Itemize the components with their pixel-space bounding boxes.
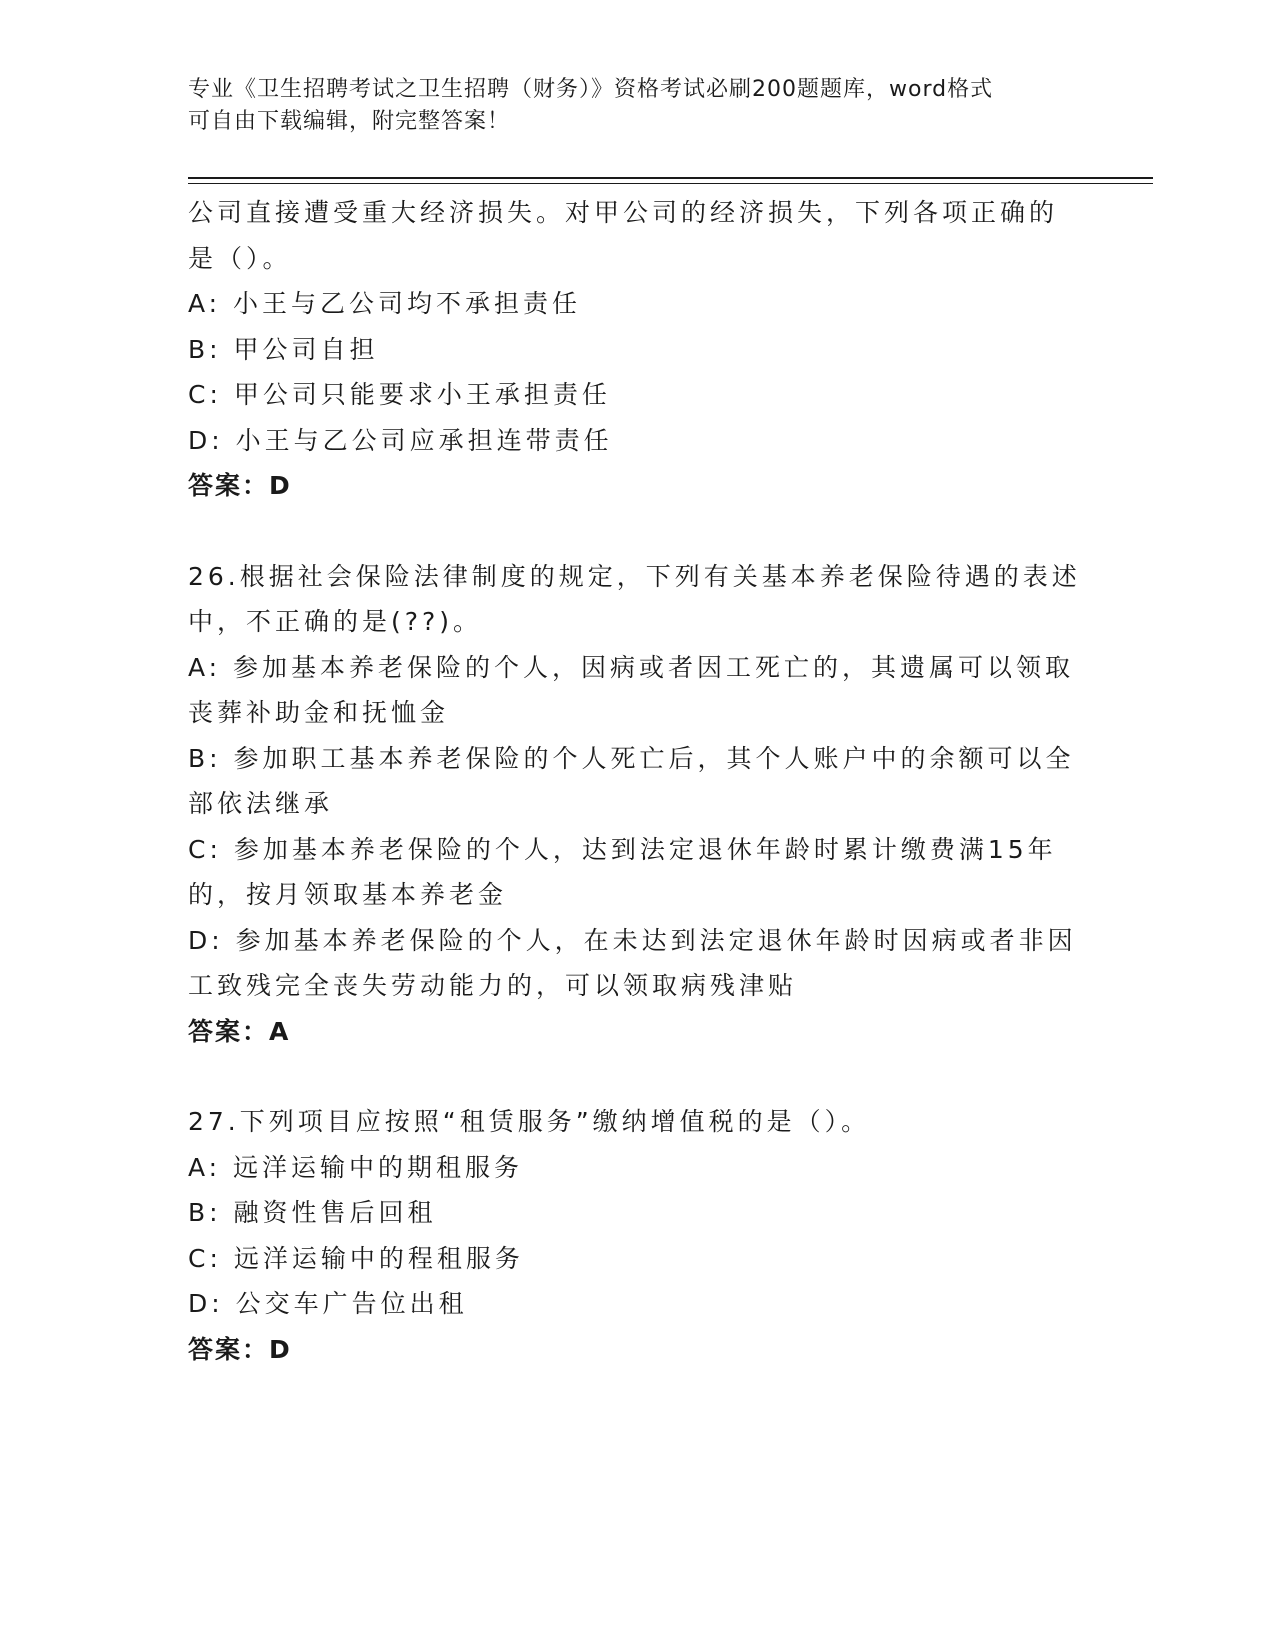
- question-stem: 26.根据社会保险法律制度的规定，下列有关基本养老保险待遇的表述: [188, 561, 1081, 591]
- question-26: [188, 554, 1088, 1055]
- spacer: [188, 1054, 1088, 1099]
- header-divider-thick: [188, 177, 1153, 179]
- document-header: [188, 74, 1088, 138]
- option-c: C: 甲公司只能要求小王承担责任: [188, 380, 611, 409]
- answer-label: 答案：A: [188, 1016, 291, 1046]
- question-list: [188, 190, 1088, 1372]
- question-25: [188, 190, 1088, 509]
- option-c: C: 参加基本养老保险的个人，达到法定退休年龄时累计缴费满15年: [188, 834, 1057, 864]
- question-stem: 中，不正确的是(??)。: [188, 607, 483, 636]
- option-a: 丧葬补助金和抚恤金: [188, 698, 450, 727]
- option-d: D: 参加基本养老保险的个人，在未达到法定退休年龄时因病或者非因: [188, 925, 1077, 955]
- option-a: A: 远洋运输中的期租服务: [188, 1152, 524, 1182]
- option-c: C: 远洋运输中的程租服务: [188, 1243, 524, 1273]
- option-d: D: 小王与乙公司应承担连带责任: [188, 425, 613, 455]
- option-c: 的，按月领取基本养老金: [188, 880, 508, 909]
- answer-label: 答案：D: [188, 471, 292, 500]
- option-d: 工致残完全丧失劳动能力的，可以领取病残津贴: [188, 971, 798, 1000]
- option-b: B: 融资性售后回租: [188, 1198, 437, 1227]
- header-title-line-2: 可自由下载编辑，附完整答案！: [188, 109, 511, 134]
- option-a: A: 小王与乙公司均不承担责任: [188, 289, 582, 318]
- question-27: [188, 1099, 1088, 1372]
- option-b: B: 参加职工基本养老保险的个人死亡后，其个人账户中的余额可以全: [188, 743, 1075, 773]
- question-stem: 是（）。: [188, 243, 292, 273]
- header-title-line-1: 专业《卫生招聘考试之卫生招聘（财务）》资格考试必刷200题题库，word格式: [188, 77, 994, 102]
- option-b: 部依法继承: [188, 789, 334, 818]
- question-stem: 27.下列项目应按照“租赁服务”缴纳增值税的是（）。: [188, 1107, 871, 1136]
- answer-label: 答案：D: [188, 1334, 292, 1364]
- header-divider-thin: [188, 183, 1153, 184]
- question-stem: 公司直接遭受重大经济损失。对甲公司的经济损失，下列各项正确的: [188, 198, 1059, 227]
- option-b: B: 甲公司自担: [188, 334, 379, 364]
- option-a: A: 参加基本养老保险的个人，因病或者因工死亡的，其遗属可以领取: [188, 652, 1075, 682]
- option-d: D: 公交车广告位出租: [188, 1289, 468, 1318]
- spacer: [188, 509, 1088, 554]
